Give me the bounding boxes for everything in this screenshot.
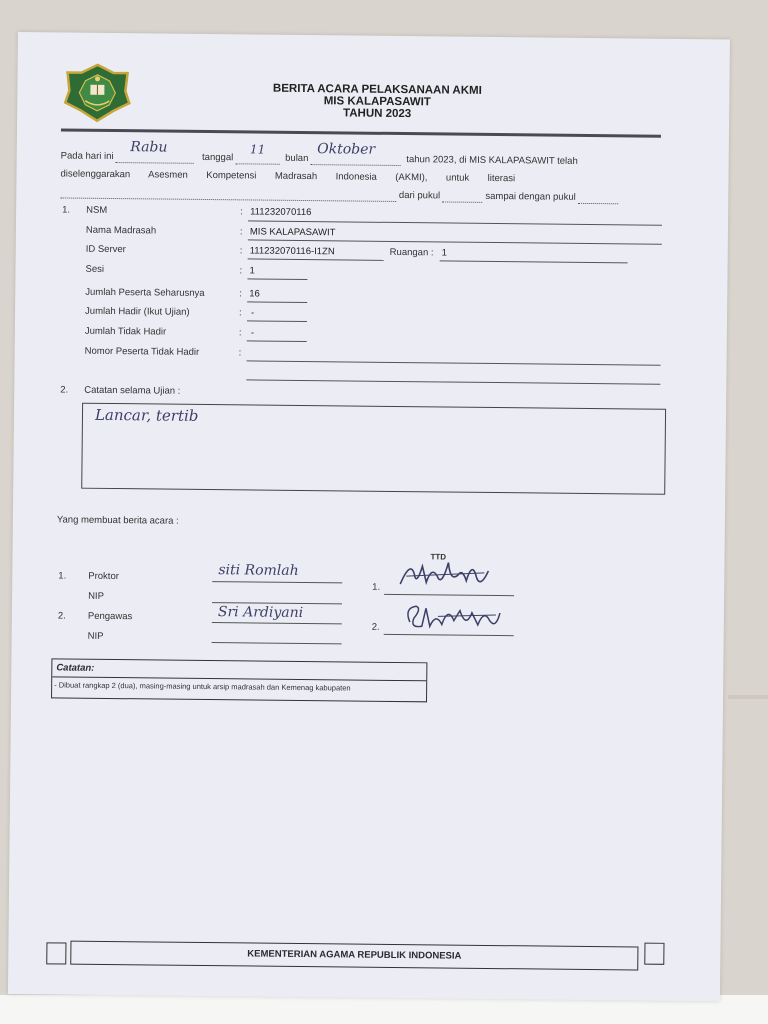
jumlah-tidak-hadir-value: - — [250, 327, 255, 339]
header-divider — [61, 128, 661, 137]
jumlah-hadir-line — [247, 320, 307, 322]
nama-madrasah-value: MIS KALAPASAWIT — [249, 226, 336, 239]
nsm-label: NSM — [86, 204, 108, 216]
jumlah-tidak-hadir-line — [247, 340, 307, 342]
catatan-box — [51, 658, 427, 702]
pengawas-number: 2. — [57, 610, 66, 622]
intro-line-1 — [60, 139, 578, 167]
tanggal-field — [236, 142, 280, 164]
proktor-name-line — [212, 581, 342, 583]
footer-left-square — [46, 942, 66, 964]
ruangan-label: Ruangan : — [389, 246, 434, 259]
footer-box — [70, 941, 638, 971]
jumlah-tidak-hadir-colon: : — [238, 327, 242, 339]
nsm-line — [248, 220, 662, 225]
ruangan-value: 1 — [441, 247, 448, 259]
jumlah-hadir-label: Jumlah Hadir (Ikut Ujian) — [85, 305, 190, 318]
nama-madrasah-colon: : — [239, 226, 243, 238]
jumlah-seharusnya-line — [247, 301, 307, 303]
jumlah-tidak-hadir-label: Jumlah Tidak Hadir — [84, 325, 167, 338]
nomor-tidak-hadir-line-2 — [246, 379, 660, 384]
sampai-pukul-field — [578, 192, 618, 204]
header-school: MIS KALAPASAWIT — [323, 95, 431, 109]
bulan-value: Oktober — [317, 141, 376, 158]
sesi-value: 1 — [249, 265, 255, 277]
intro-line-3 — [60, 186, 660, 204]
nsm-value: 111232070116 — [250, 206, 312, 219]
sesi-colon: : — [239, 265, 243, 277]
nomor-tidak-hadir-label: Nomor Peserta Tidak Hadir — [84, 345, 200, 358]
proktor-label: Proktor — [88, 570, 119, 583]
header-title: BERITA ACARA PELAKSANAAN AKMI — [272, 82, 482, 97]
section-2-number: 2. — [60, 384, 69, 396]
nsm-colon: : — [240, 206, 243, 218]
tanggal-label: tanggal — [202, 151, 234, 164]
nama-madrasah-label: Nama Madrasah — [85, 224, 157, 237]
bulan-label: bulan — [285, 152, 309, 165]
pengawas-name: Sri Ardiyani — [217, 604, 304, 622]
jumlah-seharusnya-colon: : — [239, 288, 242, 300]
id-server-colon: : — [239, 245, 243, 257]
catatan-ujian-label: Catatan selama Ujian : — [84, 384, 181, 397]
pengawas-name-line — [212, 622, 342, 624]
sesi-label: Sesi — [85, 263, 105, 275]
ruangan-line — [440, 260, 628, 263]
signature-1-number: 1. — [372, 581, 381, 593]
pengawas-label: Pengawas — [87, 610, 133, 623]
catatan-ujian-box — [81, 403, 666, 495]
sesi-line — [247, 278, 307, 280]
document-sheet — [8, 32, 730, 1001]
jumlah-hadir-value: - — [251, 307, 255, 319]
tanggal-value: 11 — [249, 142, 266, 157]
dari-pukul-label: dari pukul — [398, 189, 441, 202]
yang-membuat-label: Yang membuat berita acara : — [56, 514, 179, 527]
footer-right-square — [644, 943, 664, 965]
jumlah-seharusnya-value: 16 — [249, 288, 260, 300]
pengawas-nip-line — [212, 642, 342, 644]
id-server-value: 111232070116-I1ZN — [249, 245, 335, 258]
pada-hari-ini-label: Pada hari ini — [60, 150, 114, 163]
sampai-pukul-label: sampai dengan pukul — [485, 190, 576, 203]
footer-text: KEMENTERIAN AGAMA REPUBLIK INDONESIA — [247, 948, 462, 962]
signature-2-number: 2. — [371, 621, 380, 633]
floor-tile-edge — [728, 695, 768, 699]
id-server-line — [248, 258, 384, 260]
jumlah-hadir-colon: : — [239, 307, 242, 319]
catatan-text: - Dibuat rangkap 2 (dua), masing-masing untuk arsip madrasah dan Kemenag kabupaten — [54, 680, 351, 693]
proktor-number: 1. — [58, 570, 67, 582]
intro-rest-line1: tahun 2023, di MIS KALAPASAWIT telah — [406, 154, 578, 167]
literasi-dots — [60, 186, 396, 202]
signature-1-line — [384, 594, 514, 596]
pengawas-nip-label: NIP — [87, 630, 104, 642]
section-1-number: 1. — [62, 204, 71, 216]
header-year: TAHUN 2023 — [343, 107, 412, 121]
signature-2-image — [400, 598, 510, 635]
proktor-nip-label: NIP — [88, 590, 104, 602]
catatan-ujian-notes: Lancar, tertib — [94, 405, 199, 425]
hari-value: Rabu — [130, 139, 168, 156]
signature-1-image — [392, 554, 502, 595]
document-header — [197, 82, 557, 122]
proktor-name: siti Romlah — [218, 562, 299, 579]
kemenag-emblem-icon — [63, 62, 132, 123]
signature-2-line — [384, 634, 514, 636]
jumlah-seharusnya-label: Jumlah Peserta Seharusnya — [85, 286, 205, 299]
ttd-label: TTD — [430, 552, 447, 562]
nomor-tidak-hadir-colon: : — [238, 347, 242, 359]
hari-field — [116, 139, 194, 164]
bulan-field — [311, 141, 401, 166]
nama-madrasah-line — [248, 239, 662, 244]
nomor-tidak-hadir-line-1 — [247, 360, 661, 365]
catatan-title: Catatan: — [56, 662, 95, 674]
id-server-label: ID Server — [85, 243, 126, 256]
intro-line-2: diselenggarakan Asesmen Kompetensi Madrasah Indonesia (AKMI), untuk literasi — [60, 168, 516, 185]
dari-pukul-field — [443, 190, 483, 202]
